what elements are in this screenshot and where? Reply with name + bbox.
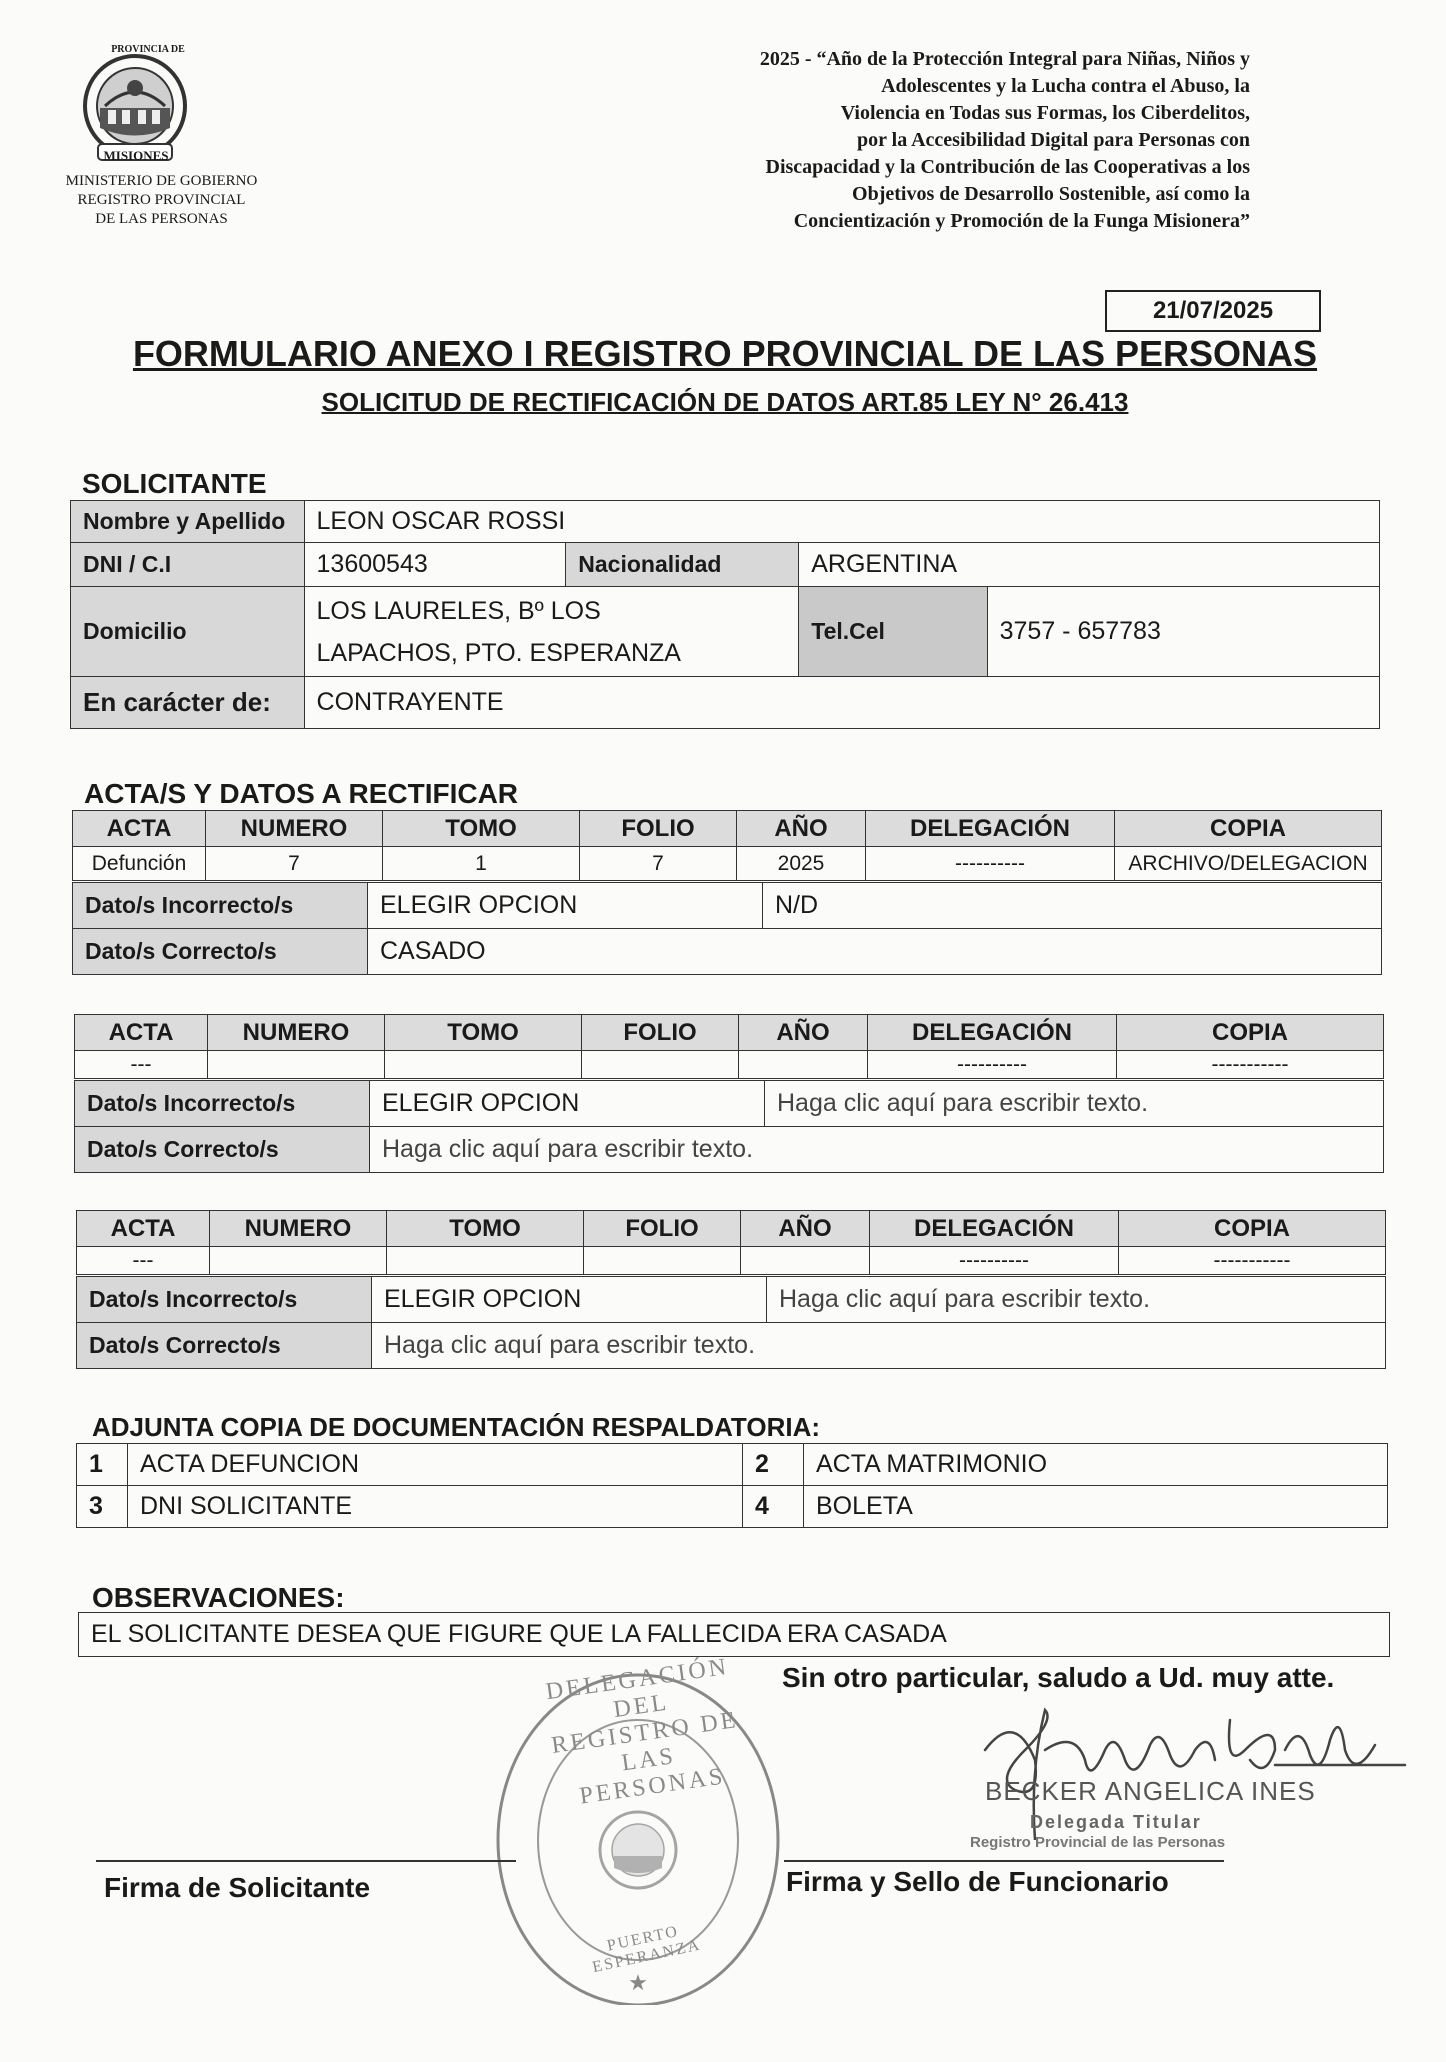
col-header-acta: ACTA xyxy=(77,1211,210,1247)
col-header-copia: COPIA xyxy=(1117,1015,1384,1051)
nacionalidad-label: Nacionalidad xyxy=(566,543,799,587)
col-header-folio: FOLIO xyxy=(580,811,737,847)
incorrect-label: Dato/s Incorrecto/s xyxy=(73,883,368,929)
acta-type-cell[interactable]: --- xyxy=(75,1051,208,1079)
copia-cell[interactable]: ARCHIVO/DELEGACION xyxy=(1115,847,1382,881)
folio-cell[interactable] xyxy=(582,1051,739,1079)
folio-cell[interactable] xyxy=(584,1247,741,1275)
stamp-bottom-text: PUERTO ESPERANZA xyxy=(590,1922,703,1977)
doc-item[interactable]: ACTA MATRIMONIO xyxy=(804,1444,1388,1486)
col-header-numero: NUMERO xyxy=(210,1211,387,1247)
stamp-ring-text: DELEGACIÓN DEL REGISTRO DE LAS PERSONAS xyxy=(544,1653,740,1810)
domicilio-line: LAPACHOS, PTO. ESPERANZA xyxy=(316,638,681,667)
section-title-actas: ACTA/S Y DATOS A RECTIFICAR xyxy=(84,778,519,809)
incorrect-value-field[interactable]: Haga clic aquí para escribir texto. xyxy=(765,1081,1384,1127)
doc-number: 1 xyxy=(77,1444,128,1486)
col-header-acta: ACTA xyxy=(75,1015,208,1051)
tomo-cell[interactable]: 1 xyxy=(383,847,580,881)
acta-block-1 xyxy=(72,810,1382,881)
doc-item[interactable]: DNI SOLICITANTE xyxy=(128,1486,743,1528)
anio-cell[interactable]: 2025 xyxy=(737,847,866,881)
numero-cell[interactable] xyxy=(210,1247,387,1275)
ministry-line: REGISTRO PROVINCIAL xyxy=(77,192,246,208)
motto-line: Concientización y Promoción de la Funga Misionera” xyxy=(793,210,1250,232)
ministry-line: DE LAS PERSONAS xyxy=(95,211,228,227)
anio-cell[interactable] xyxy=(741,1247,870,1275)
delegacion-cell[interactable]: ---------- xyxy=(866,847,1115,881)
delegacion-cell[interactable]: ---------- xyxy=(868,1051,1117,1079)
motto-line: 2025 - “Año de la Protección Integral para Niñas, Niños y xyxy=(759,48,1250,70)
col-header-tomo: TOMO xyxy=(387,1211,584,1247)
year-motto xyxy=(560,46,1250,235)
incorrect-option-dropdown[interactable]: ELEGIR OPCION xyxy=(370,1081,765,1127)
incorrect-value-field[interactable]: N/D xyxy=(763,883,1382,929)
logo-text-bottom: MISIONES xyxy=(103,148,169,163)
col-header-delegacion: DELEGACIÓN xyxy=(866,811,1115,847)
acta-block-2-data xyxy=(74,1080,1384,1173)
doc-item[interactable]: ACTA DEFUNCION xyxy=(128,1444,743,1486)
svg-text:★: ★ xyxy=(628,1970,648,1995)
solicitante-signature-line xyxy=(96,1860,516,1862)
section-title-solicitante: SOLICITANTE xyxy=(82,468,267,499)
caracter-label: En carácter de: xyxy=(71,677,305,729)
tomo-cell[interactable] xyxy=(387,1247,584,1275)
doc-item[interactable]: BOLETA xyxy=(804,1486,1388,1528)
incorrect-value-field[interactable]: Haga clic aquí para escribir texto. xyxy=(767,1277,1386,1323)
nacionalidad-field[interactable]: ARGENTINA xyxy=(799,543,1380,587)
col-header-delegacion: DELEGACIÓN xyxy=(868,1015,1117,1051)
dni-label: DNI / C.I xyxy=(71,543,305,587)
correct-label: Dato/s Correcto/s xyxy=(73,929,368,975)
numero-cell[interactable] xyxy=(208,1051,385,1079)
tel-label: Tel.Cel xyxy=(799,587,987,677)
motto-line: por la Accesibilidad Digital para Personas con xyxy=(857,129,1250,151)
nombre-field[interactable]: LEON OSCAR ROSSI xyxy=(304,501,1379,543)
col-header-copia: COPIA xyxy=(1115,811,1382,847)
col-header-acta: ACTA xyxy=(73,811,206,847)
form-title: FORMULARIO ANEXO I REGISTRO PROVINCIAL DE LAS PERSONAS xyxy=(132,333,1318,374)
incorrect-label: Dato/s Incorrecto/s xyxy=(77,1277,372,1323)
correct-label: Dato/s Correcto/s xyxy=(77,1323,372,1369)
motto-line: Violencia en Todas sus Formas, los Ciberdelitos, xyxy=(840,102,1250,124)
doc-number: 3 xyxy=(77,1486,128,1528)
funcionario-signature-label: Firma y Sello de Funcionario xyxy=(786,1866,1169,1897)
doc-number: 4 xyxy=(743,1486,804,1528)
domicilio-field[interactable] xyxy=(304,587,799,677)
copia-cell[interactable]: ----------- xyxy=(1117,1051,1384,1079)
section-title-observaciones: OBSERVACIONES: xyxy=(92,1582,345,1613)
acta-block-2 xyxy=(74,1014,1384,1079)
motto-line: Objetivos de Desarrollo Sostenible, así como la xyxy=(852,183,1250,205)
observaciones-field[interactable]: EL SOLICITANTE DESEA QUE FIGURE QUE LA FALLECIDA ERA CASADA xyxy=(79,1613,1390,1657)
motto-line: Discapacidad y la Contribución de las Cooperativas a los xyxy=(765,156,1250,178)
col-header-numero: NUMERO xyxy=(208,1015,385,1051)
date-field[interactable]: 21/07/2025 xyxy=(1105,290,1321,332)
col-header-tomo: TOMO xyxy=(385,1015,582,1051)
adjunta-table xyxy=(76,1443,1388,1528)
correct-label: Dato/s Correcto/s xyxy=(75,1127,370,1173)
correct-value-field[interactable]: Haga clic aquí para escribir texto. xyxy=(372,1323,1386,1369)
signer-registry: Registro Provincial de las Personas xyxy=(970,1834,1226,1851)
logo-text-top: PROVINCIA DE xyxy=(111,44,185,55)
caracter-field[interactable]: CONTRAYENTE xyxy=(304,677,1379,729)
motto-line: Adolescentes y la Lucha contra el Abuso, la xyxy=(881,75,1250,97)
solicitante-table xyxy=(70,500,1380,729)
incorrect-option-dropdown[interactable]: ELEGIR OPCION xyxy=(368,883,763,929)
col-header-tomo: TOMO xyxy=(383,811,580,847)
tel-field[interactable]: 3757 - 657783 xyxy=(987,587,1379,677)
section-title-adjunta: ADJUNTA COPIA DE DOCUMENTACIÓN RESPALDATORIA: xyxy=(92,1412,820,1442)
form-subtitle: SOLICITUD DE RECTIFICACIÓN DE DATOS ART.85 LEY N° 26.413 xyxy=(321,387,1129,417)
acta-type-cell[interactable]: Defunción xyxy=(73,847,206,881)
incorrect-option-dropdown[interactable]: ELEGIR OPCION xyxy=(372,1277,767,1323)
col-header-copia: COPIA xyxy=(1119,1211,1386,1247)
col-header-folio: FOLIO xyxy=(582,1015,739,1051)
ministry-line: MINISTERIO DE GOBIERNO xyxy=(65,173,258,189)
col-header-anio: AÑO xyxy=(739,1015,868,1051)
domicilio-line: LOS LAURELES, Bº LOS xyxy=(316,596,601,625)
delegacion-cell[interactable]: ---------- xyxy=(870,1247,1119,1275)
domicilio-label: Domicilio xyxy=(71,587,305,677)
col-header-folio: FOLIO xyxy=(584,1211,741,1247)
folio-cell[interactable]: 7 xyxy=(580,847,737,881)
closing-text: Sin otro particular, saludo a Ud. muy atte. xyxy=(782,1662,1335,1693)
copia-cell[interactable]: ----------- xyxy=(1119,1247,1386,1275)
acta-block-3-data xyxy=(76,1276,1386,1369)
numero-cell[interactable]: 7 xyxy=(206,847,383,881)
observaciones-table xyxy=(78,1612,1390,1657)
col-header-numero: NUMERO xyxy=(206,811,383,847)
tomo-cell[interactable] xyxy=(385,1051,582,1079)
acta-block-1-data xyxy=(72,882,1382,975)
col-header-anio: AÑO xyxy=(741,1211,870,1247)
col-header-delegacion: DELEGACIÓN xyxy=(870,1211,1119,1247)
correct-value-field[interactable]: CASADO xyxy=(368,929,1382,975)
signer-role: Delegada Titular xyxy=(1030,1812,1202,1832)
dni-field[interactable]: 13600543 xyxy=(304,543,566,587)
col-header-anio: AÑO xyxy=(737,811,866,847)
ministry-header xyxy=(44,172,279,229)
signer-name: BECKER ANGELICA INES xyxy=(985,1776,1316,1806)
anio-cell[interactable] xyxy=(739,1051,868,1079)
solicitante-signature-label: Firma de Solicitante xyxy=(104,1872,371,1903)
acta-block-3 xyxy=(76,1210,1386,1275)
correct-value-field[interactable]: Haga clic aquí para escribir texto. xyxy=(370,1127,1384,1173)
acta-type-cell[interactable]: --- xyxy=(77,1247,210,1275)
nombre-label: Nombre y Apellido xyxy=(71,501,305,543)
funcionario-signature-line xyxy=(784,1860,1224,1862)
incorrect-label: Dato/s Incorrecto/s xyxy=(75,1081,370,1127)
doc-number: 2 xyxy=(743,1444,804,1486)
